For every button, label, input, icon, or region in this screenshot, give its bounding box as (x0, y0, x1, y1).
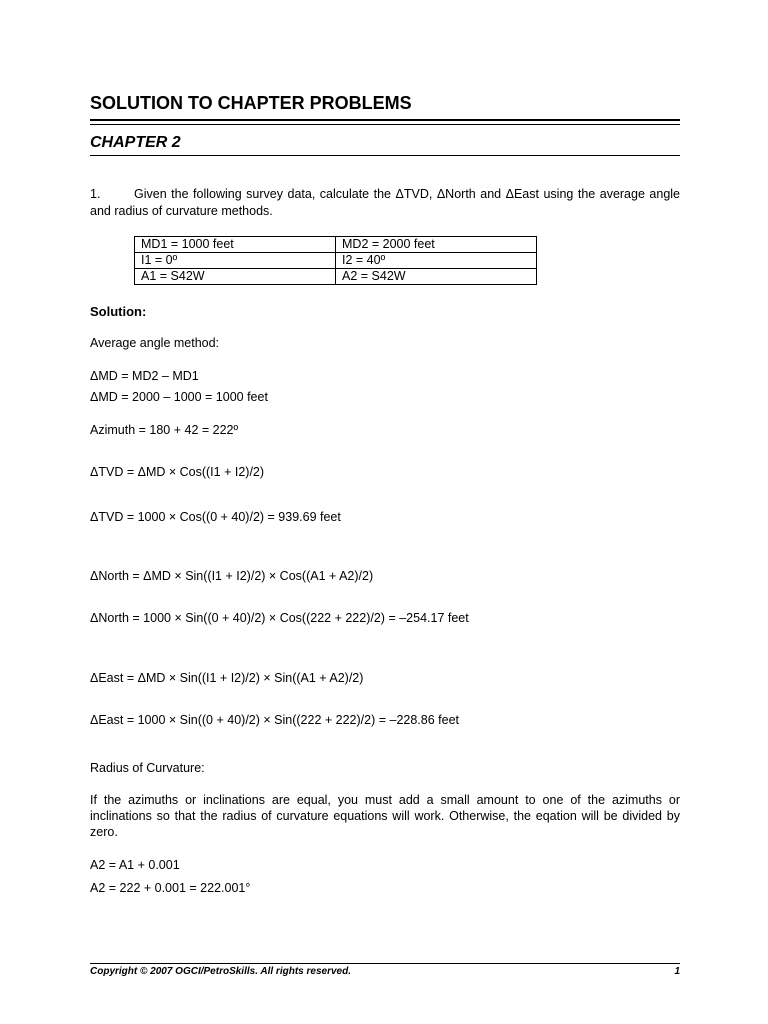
page-title: SOLUTION TO CHAPTER PROBLEMS (90, 93, 412, 113)
equation-dtvd-definition: ΔTVD = ΔMD × Cos((I1 + I2)/2) (90, 465, 265, 479)
table-row (135, 269, 537, 285)
table-cell: MD1 = 1000 feet (135, 237, 336, 253)
footer-rule (90, 963, 680, 964)
equation-dtvd-value: ΔTVD = 1000 × Cos((0 + 40)/2) = 939.69 feet (90, 510, 341, 524)
equation-dnorth-value: ΔNorth = 1000 × Sin((0 + 40)/2) × Cos((222 + 222)/2) = –254.17 feet (90, 611, 469, 625)
equation-dmd-definition: ΔMD = MD2 – MD1 (90, 369, 199, 383)
average-angle-label: Average angle method: (90, 336, 220, 350)
table-cell: I1 = 0º (135, 253, 336, 269)
equation-azimuth: Azimuth = 180 + 42 = 222º (90, 423, 239, 437)
document-page (90, 0, 680, 1024)
radius-of-curvature-label: Radius of Curvature: (90, 761, 205, 775)
radius-note-paragraph: If the azimuths or inclinations are equal, you must add a small amount to one of the azimuths or inclinations so that the radius of curvature equations will work. Otherwise, the eqation will be divided by zero. (90, 793, 680, 839)
equation-dnorth-definition: ΔNorth = ΔMD × Sin((I1 + I2)/2) × Cos((A1 + A2)/2) (90, 569, 374, 583)
table-cell: A1 = S42W (135, 269, 336, 285)
table-cell: I2 = 40º (336, 253, 537, 269)
equation-a2-definition: A2 = A1 + 0.001 (90, 858, 180, 872)
survey-data-table (134, 236, 537, 285)
title-rule-thin (90, 124, 680, 125)
problem-text: Given the following survey data, calculate the ΔTVD, ΔNorth and ΔEast using the average angle and radius of curvature methods. (90, 187, 680, 218)
equation-a2-value: A2 = 222 + 0.001 = 222.001° (90, 881, 251, 895)
page-number: 1 (674, 966, 680, 977)
chapter-rule (90, 155, 680, 156)
table-cell: A2 = S42W (336, 269, 537, 285)
solution-label: Solution: (90, 304, 147, 319)
table-cell: MD2 = 2000 feet (336, 237, 537, 253)
table-row (135, 253, 537, 269)
page-footer (90, 966, 680, 977)
problem-number: 1. (90, 187, 101, 201)
copyright-notice: Copyright © 2007 OGCI/PetroSkills. All rights reserved. (90, 966, 351, 977)
equation-deast-definition: ΔEast = ΔMD × Sin((I1 + I2)/2) × Sin((A1 + A2)/2) (90, 671, 364, 685)
chapter-heading: CHAPTER 2 (90, 134, 181, 151)
table-row (135, 237, 537, 253)
problem-statement (90, 186, 680, 220)
equation-dmd-value: ΔMD = 2000 – 1000 = 1000 feet (90, 390, 268, 404)
equation-deast-value: ΔEast = 1000 × Sin((0 + 40)/2) × Sin((222 + 222)/2) = –228.86 feet (90, 713, 460, 727)
title-rule-thick (90, 119, 680, 121)
